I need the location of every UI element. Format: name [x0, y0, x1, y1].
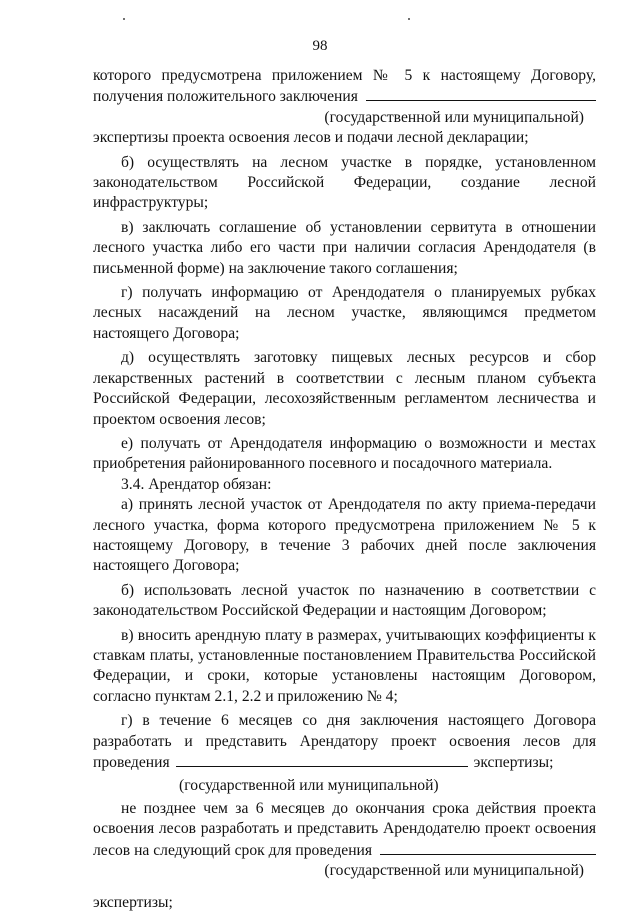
line-text: проведения: [93, 754, 170, 771]
paragraph-e: е) получать от Арендодателя информацию о возможности и местах приобретения районированного посевного и посадочного материала.: [93, 434, 596, 473]
paragraph-v: в) заключать соглашение об установлении сервитута в отношении лесного участка либо его части при наличии согласия Арендодателя (в письменной форме) на заключение такого соглашения;: [93, 218, 596, 277]
blank-note: (государственной или муниципальной): [324, 108, 584, 126]
paragraph-n: не позднее чем за 6 месяцев до окончания срока действия проекта освоения лесов разработать и представить Арендодателю проект освоения: [93, 799, 596, 838]
line-text: получения положительного заключения: [93, 88, 358, 106]
paragraph-b: б) осуществлять на лесном участке в порядке, установленном законодательством Российской Федерации, создание лесной инфраструктуры;: [93, 153, 596, 212]
line-text: экспертизы;: [473, 754, 554, 771]
paragraph-v2: в) вносить арендную плату в размерах, учитывающих коэффициенты к ставкам платы, установленные постановлением Правительства Российской Федерации, и сроки, которые установлены настоящим Договором, согласно пунктам 2.1, 2.2 и приложению № 4;: [93, 626, 596, 705]
paragraph-line: которого предусмотрена приложением № 5 к настоящему Договору,: [93, 67, 596, 84]
fill-blank: [380, 840, 596, 855]
page-number: 98: [312, 38, 328, 54]
paragraph-b2: б) использовать лесной участок по назначению в соответствии с законодательством Российской Федерации и настоящим Договором;: [93, 581, 596, 620]
scan-dot: [123, 18, 125, 20]
paragraph-g2: г) в течение 6 месяцев со дня заключения настоящего Договора разработать и представить Арендатору проект освоения лесов для: [93, 712, 596, 750]
paragraph-line: [93, 840, 596, 861]
fill-blank: [176, 752, 468, 767]
paragraph-g: г) получать информацию от Арендодателя о планируемых рубках лесных насаждений на лесном участке, являющимся предметом настоящего Договора;: [93, 284, 596, 342]
paragraph-line: экспертизы проекта освоения лесов и подачи лесной декларации;: [93, 129, 529, 147]
scan-dot: [408, 18, 410, 20]
line-text: лесов на следующий срок для проведения: [93, 841, 373, 859]
paragraph-d: д) осуществлять заготовку пищевых лесных ресурсов и сбор лекарственных растений в соответствии с лесным планом субъекта Российской Федерации, лесохозяйственным регламентом лесничества и проектом освоения лесов;: [93, 349, 596, 428]
paragraph-line: [93, 752, 596, 773]
blank-note: (государственной или муниципальной): [324, 862, 584, 880]
paragraph-a2: а) принять лесной участок от Арендодателя по акту приема-передачи лесного участка, форма которого предусмотрена приложением № 5 к настоящему Договору, в течение 3 рабочих дней после заключения настоящего Договора;: [93, 496, 596, 575]
section-3-4-heading: 3.4. Арендатор обязан:: [121, 475, 272, 493]
blank-note: (государственной или муниципальной): [179, 777, 439, 795]
document-body: [93, 66, 596, 914]
paragraph-line: [93, 86, 596, 107]
paragraph-line: экспертизы;: [93, 894, 173, 912]
fill-blank: [366, 86, 596, 101]
